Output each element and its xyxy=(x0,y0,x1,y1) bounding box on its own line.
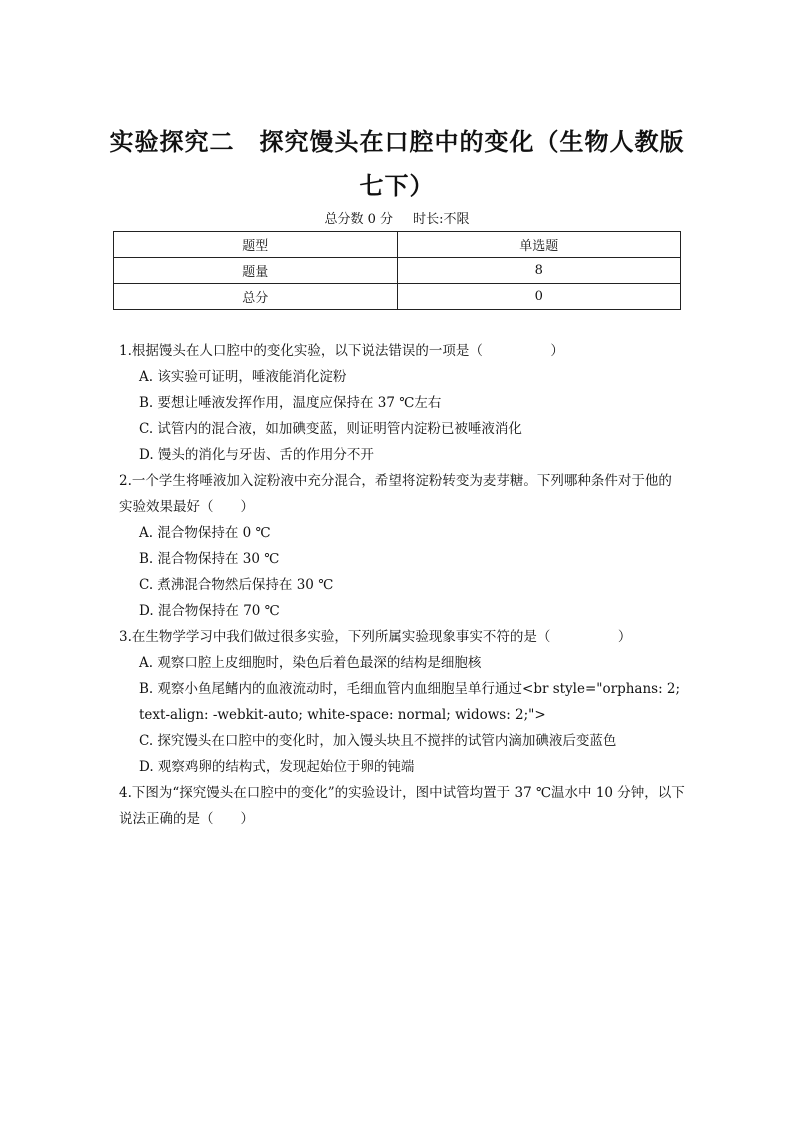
table-row xyxy=(114,232,681,258)
option-a: A. 该实验可证明，唾液能消化淀粉 xyxy=(139,369,347,385)
question-1 xyxy=(119,338,685,468)
summary-table xyxy=(113,231,681,310)
duration: 时长:不限 xyxy=(413,212,470,227)
table-cell: 8 xyxy=(397,258,681,284)
table-cell: 题型 xyxy=(114,232,398,258)
total-score: 总分数 0 分 xyxy=(324,212,393,227)
table-cell: 总分 xyxy=(114,284,398,310)
option-b: B. 要想让唾液发挥作用，温度应保持在 37 ℃左右 xyxy=(139,395,442,411)
question-3 xyxy=(119,624,685,780)
option-c: C. 探究馒头在口腔中的变化时，加入馒头块且不搅拌的试管内滴加碘液后变蓝色 xyxy=(139,733,617,749)
table-cell: 单选题 xyxy=(397,232,681,258)
question-stem: 2.一个学生将唾液加入淀粉液中充分混合，希望将淀粉转变为麦芽糖。下列哪种条件对于他的实验效果最好（ ） xyxy=(119,473,672,515)
option-c: C. 煮沸混合物然后保持在 30 ℃ xyxy=(139,577,334,593)
option-a: A. 混合物保持在 0 ℃ xyxy=(139,525,271,541)
question-2 xyxy=(119,468,685,624)
question-stem: 3.在生物学学习中我们做过很多实验，下列所属实验现象事实不符的是（ ） xyxy=(119,629,632,645)
table-cell: 题量 xyxy=(114,258,398,284)
option-a: A. 观察口腔上皮细胞时，染色后着色最深的结构是细胞核 xyxy=(139,655,482,671)
option-c: C. 试管内的混合液，如加碘变蓝，则证明管内淀粉已被唾液消化 xyxy=(139,421,522,437)
document-title: 实验探究二 探究馒头在口腔中的变化（生物人教版七下） xyxy=(109,127,685,200)
option-d: D. 馒头的消化与牙齿、舌的作用分不开 xyxy=(139,447,374,463)
option-d: D. 混合物保持在 70 ℃ xyxy=(139,603,280,619)
question-stem: 4.下图为“探究馒头在口腔中的变化”的实验设计，图中试管均置于 37 ℃温水中 10 分钟，以下说法正确的是（ ） xyxy=(119,785,685,827)
table-cell: 0 xyxy=(397,284,681,310)
option-b: B. 观察小鱼尾鳍内的血液流动时，毛细血管内血细胞呈单行通过<br style="orphans: 2; text-align: -webkit-auto; white-space: normal; widows: 2;"> xyxy=(139,681,681,723)
table-row xyxy=(114,258,681,284)
question-4 xyxy=(119,780,685,832)
option-b: B. 混合物保持在 30 ℃ xyxy=(139,551,280,567)
exam-meta xyxy=(0,208,794,227)
table-row xyxy=(114,284,681,310)
question-stem: 1.根据馒头在人口腔中的变化实验，以下说法错误的一项是（ ） xyxy=(119,343,564,359)
question-list xyxy=(119,338,685,832)
option-d: D. 观察鸡卵的结构式，发现起始位于卵的钝端 xyxy=(139,759,415,775)
